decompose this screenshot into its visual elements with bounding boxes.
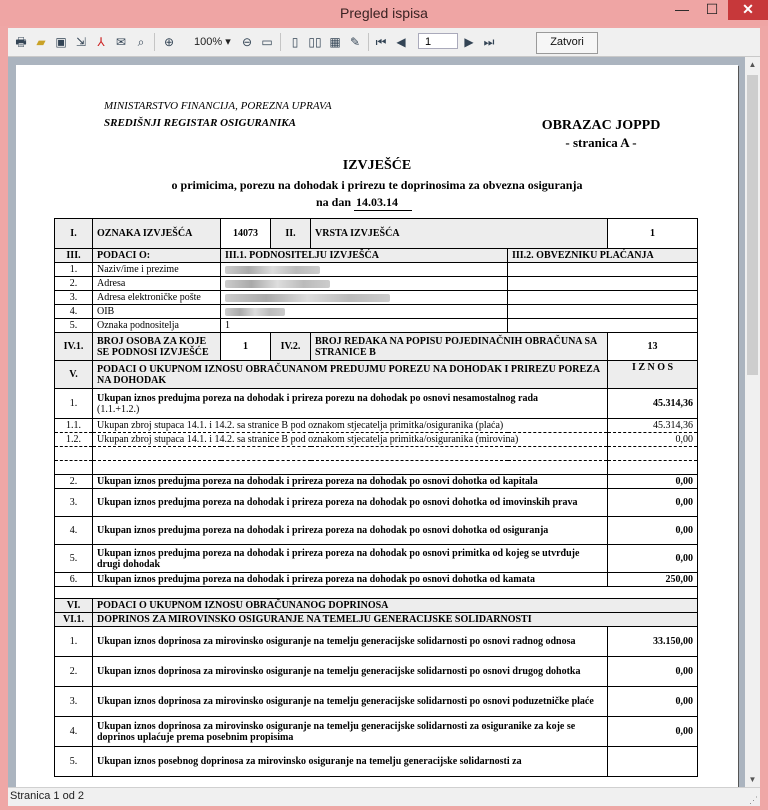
scroll-thumb[interactable] — [747, 75, 758, 375]
prev-page-icon[interactable]: ◀ — [396, 35, 406, 49]
table-row: 2. Ukupan iznos doprinosa za mirovinsko osiguranje na temelju generacijske solidarnosti po osnovi drugog dohotka 0,00 — [55, 657, 698, 687]
table-row: 3. Ukupan iznos predujma poreza na dohodak i prireza poreza na dohodak po osnovi dohotka od imovinskih prava 0,00 — [55, 489, 698, 517]
vertical-scrollbar[interactable] — [745, 57, 760, 787]
page-status: Stranica 1 od 2 — [10, 790, 84, 802]
window-title: Pregled ispisa — [340, 5, 428, 21]
status-bar — [8, 787, 760, 806]
table-row: VI. PODACI O UKUPNOM IZNOSU OBRAČUNANOG DOPRINOSA — [55, 599, 698, 613]
document-page — [16, 65, 738, 787]
table-row: 6. Ukupan iznos predujma poreza na dohodak i prireza poreza na dohodak po osnovi dohotka od kamata 250,00 — [55, 573, 698, 587]
table-row: IV.1. BROJ OSOBA ZA KOJE SE PODNOSI IZVJEŠĆE 1 IV.2. BROJ REDAKA NA POPISU POJEDINAČNIH OBRAČUNA SA STRANICE B 13 — [55, 333, 698, 361]
maximize-button[interactable]: ☐ — [705, 1, 719, 17]
table-row: 2. Ukupan iznos predujma poreza na dohodak i prireza poreza na dohodak po osnovi dohotka od kapitala 0,00 — [55, 475, 698, 489]
table-row: I. OZNAKA IZVJEŠĆA 14073 II. VRSTA IZVJEŠĆA 1 — [55, 219, 698, 249]
table-row: 3. Adresa elektroničke pošte — [55, 291, 698, 305]
toolbar — [8, 28, 760, 57]
table-row: 2. Adresa — [55, 277, 698, 291]
table-row: 5. Ukupan iznos predujma poreza na dohodak i prireza poreza na dohodak po osnovi primitka od kojeg se utvrđuje drugi dohodak 0,00 — [55, 545, 698, 573]
table-row: V. PODACI O UKUPNOM IZNOSU OBRAČUNANOM PREDUJMU POREZU NA DOHODAK I PRIREZU POREZA NA DOHODAK I Z N O S — [55, 361, 698, 389]
find-icon[interactable]: ⌕ — [137, 35, 145, 49]
redacted-value — [221, 277, 508, 291]
zoom-select[interactable]: 100% ▾ — [194, 36, 231, 48]
table-row: 5. Ukupan iznos posebnog doprinosa za mirovinsko osiguranje na temelju generacijske solidarnosti za — [55, 747, 698, 777]
mail-icon[interactable]: ✉ — [115, 35, 127, 49]
multi-page-icon[interactable]: ▦ — [329, 35, 341, 49]
redacted-value — [221, 305, 508, 319]
registar-text: SREDIŠNJI REGISTAR OSIGURANIKA — [104, 117, 296, 129]
save-icon[interactable]: ▣ — [55, 35, 67, 49]
table-row: 4. OIB — [55, 305, 698, 319]
zoom-out-icon[interactable]: ⊖ — [241, 35, 253, 49]
table-row: 1. Ukupan iznos predujma poreza na dohodak i prireza porezu na dohodak po osnovi nesamostalnog rada (1.1.+1.2.) 45.314,36 — [55, 389, 698, 419]
table-row: 3. Ukupan iznos doprinosa za mirovinsko osiguranje na temelju generacijske solidarnosti po osnovi poduzetničke plaće 0,00 — [55, 687, 698, 717]
table-row-spacer — [55, 587, 698, 599]
table-row-empty — [55, 461, 698, 475]
table-row: 5. Oznaka podnositelja 1 — [55, 319, 698, 333]
page-width-icon[interactable]: ▭ — [261, 35, 273, 49]
toolbar-separator — [280, 33, 281, 51]
table-row-empty — [55, 447, 698, 461]
resize-grip-icon[interactable]: ⋰ — [749, 795, 758, 805]
close-window-button[interactable]: ✕ — [728, 0, 768, 20]
form-page-label: - stranica A - — [565, 135, 637, 150]
export-icon[interactable]: ⇲ — [75, 35, 87, 49]
first-page-icon[interactable]: ⏮ — [375, 35, 387, 49]
zoom-in-icon[interactable]: ⊕ — [163, 35, 175, 49]
table-row: 4. Ukupan iznos predujma poreza na dohodak i prireza poreza na dohodak po osnovi dohotka od osiguranja 0,00 — [55, 517, 698, 545]
table-row: 4. Ukupan iznos doprinosa za mirovinsko osiguranje na temelju generacijske solidarnosti za osiguranike za koje se doprinos uplaćuje prema posebnim propisima 0,00 — [55, 717, 698, 747]
toolbar-separator — [368, 33, 369, 51]
scroll-up-arrow-icon[interactable]: ▲ — [748, 60, 757, 69]
table-row: 1.2. Ukupan zbroj stupaca 14.1. i 14.2. sa stranice B pod oznakom stjecatelja primitka/osiguranika (mirovina) 0,00 — [55, 433, 698, 447]
table-row: III. PODACI O: III.1. PODNOSITELJU IZVJEŠĆA III.2. OBVEZNIKU PLAĆANJA — [55, 249, 698, 263]
ministry-text: MINISTARSTVO FINANCIJA, POREZNA UPRAVA — [104, 100, 332, 112]
single-page-icon[interactable]: ▯ — [291, 35, 299, 49]
last-page-icon[interactable]: ⏭ — [483, 35, 495, 49]
minimize-button[interactable]: — — [675, 1, 689, 17]
redacted-value — [221, 291, 508, 305]
page-number-input[interactable]: 1 — [418, 33, 458, 49]
preview-viewport[interactable] — [8, 57, 745, 787]
report-date: na dan 14.03.14 — [316, 195, 412, 211]
next-page-icon[interactable]: ▶ — [464, 35, 474, 49]
title-bar — [0, 0, 768, 26]
table-row: VI.1. DOPRINOS ZA MIROVINSKO OSIGURANJE NA TEMELJU GENERACIJSKE SOLIDARNOSTI — [55, 613, 698, 627]
edit-icon[interactable]: ✎ — [349, 35, 361, 49]
table-row: 1.1. Ukupan zbroj stupaca 14.1. i 14.2. sa stranice B pod oznakom stjecatelja primitka/osiguranika (plaća) 45.314,36 — [55, 419, 698, 433]
close-preview-button[interactable]: Zatvori — [536, 32, 598, 54]
redacted-value — [221, 263, 508, 277]
pdf-icon[interactable]: ⅄ — [97, 35, 105, 49]
table-row: 1. Naziv/ime i prezime — [55, 263, 698, 277]
report-title: IZVJEŠĆE — [342, 158, 412, 173]
scroll-down-arrow-icon[interactable]: ▼ — [748, 775, 757, 784]
two-pages-icon[interactable]: ▯▯ — [308, 35, 322, 49]
toolbar-separator — [154, 33, 155, 51]
table-row: 1. Ukupan iznos doprinosa za mirovinsko osiguranje na temelju generacijske solidarnosti po osnovi radnog odnosa 33.150,00 — [55, 627, 698, 657]
report-subtitle: o primicima, porezu na dohodak i prirezu te doprinosima za obvezna osiguranja — [171, 178, 583, 192]
form-title: OBRAZAC JOPPD — [541, 118, 661, 133]
print-icon[interactable]: 🖶 — [15, 35, 27, 49]
open-folder-icon[interactable]: ▰ — [36, 35, 46, 49]
joppd-form-table — [54, 218, 698, 777]
